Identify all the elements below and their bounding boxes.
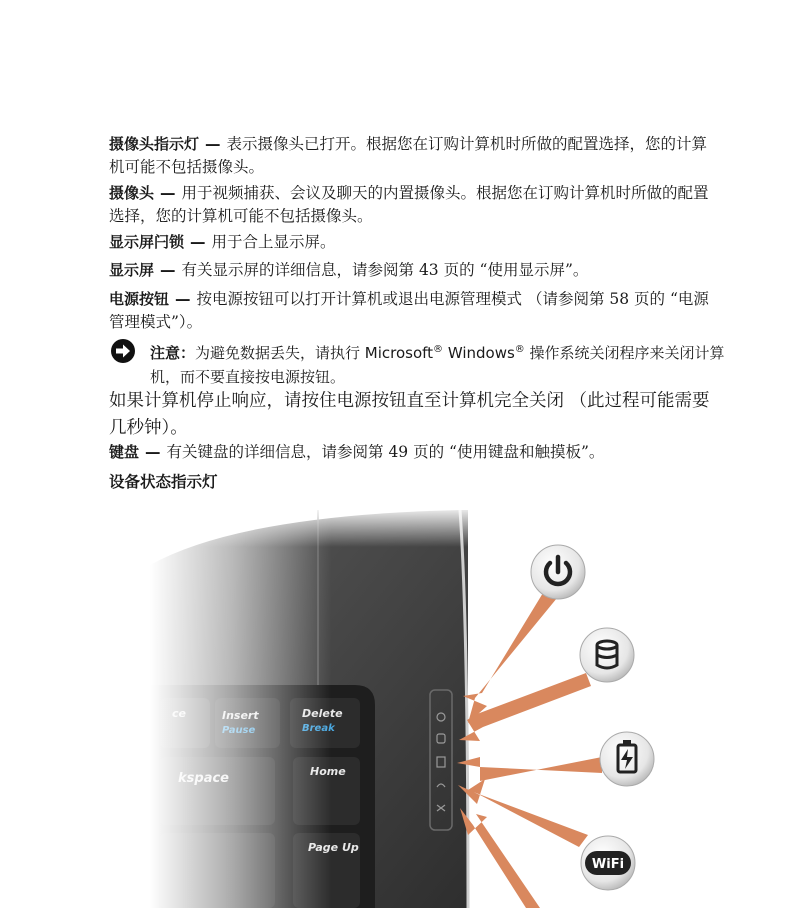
note-label: 注意： — [150, 344, 196, 362]
camera-indicator-entry — [109, 133, 719, 179]
desc-keyboard: 有关键盘的详细信息，请参阅第 49 页的 “使用键盘和触摸板”。 — [166, 443, 605, 461]
registered-mark: ® — [433, 344, 444, 355]
note-text-3: 操作系统关闭程序来关闭计算机，而不要直接按电源按钮。 — [150, 344, 725, 386]
registered-mark: ® — [514, 344, 525, 355]
note-text-2: Windows — [443, 344, 515, 362]
power-button-entry — [109, 288, 719, 334]
note-arrow-icon — [110, 338, 136, 364]
em-dash: — — [175, 290, 191, 308]
camera-entry — [109, 182, 719, 228]
desc-camera-indicator: 表示摄像头已打开。根据您在订购计算机时所做的配置选择，您的计算机可能不包括摄像头。 — [109, 135, 708, 176]
term-camera-indicator: 摄像头指示灯 — [109, 135, 200, 153]
em-dash: — — [160, 261, 176, 279]
status-lights-photo — [150, 505, 800, 908]
note-text-1: 为避免数据丢失，请执行 Microsoft — [195, 344, 434, 362]
term-camera: 摄像头 — [109, 184, 155, 202]
term-display: 显示屏 — [109, 261, 155, 279]
term-display-latch: 显示屏闩锁 — [109, 233, 185, 251]
term-keyboard: 键盘 — [109, 443, 140, 461]
em-dash: — — [160, 184, 176, 202]
wifi-label: WiFi — [591, 857, 625, 872]
section-heading: 设备状态指示灯 — [109, 473, 218, 491]
battery-callout — [600, 732, 654, 786]
term-power-button: 电源按钮 — [109, 290, 170, 308]
em-dash: — — [190, 233, 206, 251]
desc-display: 有关显示屏的详细信息，请参阅第 43 页的 “使用显示屏”。 — [181, 261, 589, 279]
display-entry — [109, 259, 719, 282]
wifi-callout — [581, 836, 635, 890]
power-hold-paragraph: 如果计算机停止响应，请按住电源按钮直至计算机完全关闭 （此过程可能需要几秒钟）。 — [109, 391, 710, 438]
keyboard-entry — [109, 441, 719, 464]
desc-power-button: 按电源按钮可以打开计算机或退出电源管理模式 （请参阅第 58 页的 “电源管理模式”）。 — [109, 290, 709, 331]
note-block — [150, 338, 730, 389]
power-callout — [531, 545, 585, 599]
em-dash: — — [205, 135, 221, 153]
desc-display-latch: 用于合上显示屏。 — [211, 233, 336, 251]
em-dash: — — [145, 443, 161, 461]
display-latch-entry — [109, 231, 719, 254]
hard-drive-callout — [580, 628, 634, 682]
desc-camera: 用于视频捕获、会议及聊天的内置摄像头。根据您在订购计算机时所做的配置选择，您的计算机可能不包括摄像头。 — [109, 184, 709, 225]
